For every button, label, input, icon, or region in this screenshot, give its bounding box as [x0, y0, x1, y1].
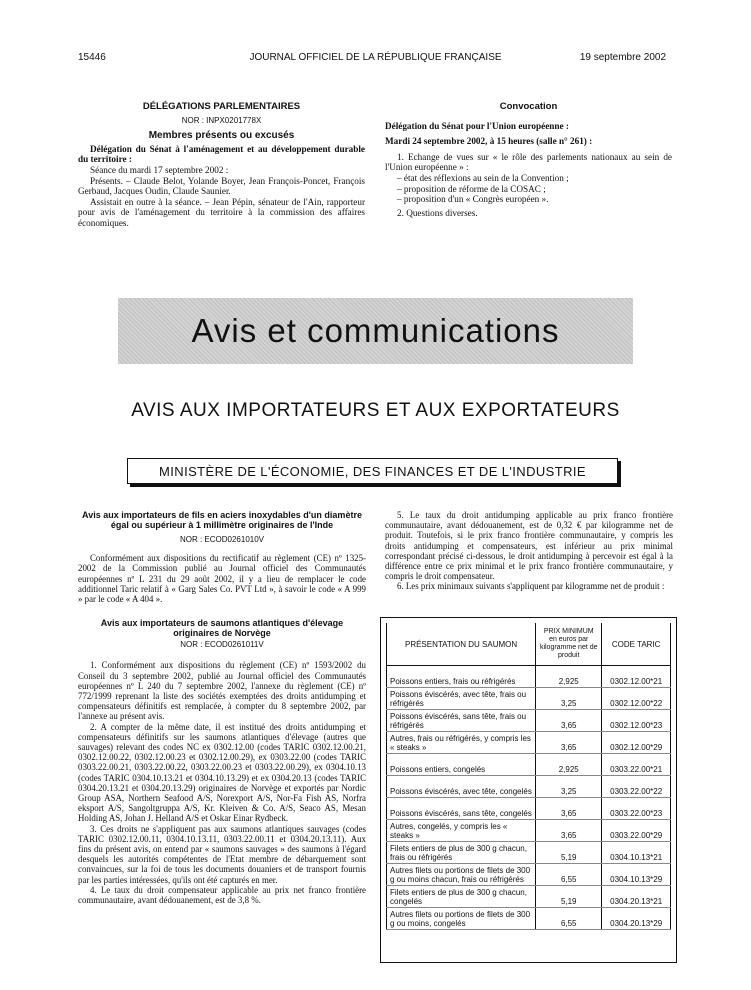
cell-presentation: Poissons entiers, congelés: [387, 754, 536, 776]
cell-code: 0303.22.00*22: [602, 776, 671, 798]
avis1-title: Avis aux importateurs de fils en aciers inoxydables d'un diamètre égal ou supérieur à 1 millimètre originaires de l'Inde: [82, 510, 362, 530]
avis1-body: Conformément aux dispositions du rectificatif au règlement (CE) nº 1325-2002 de la Commission publié au Journal officiel des Communautés européennes nº L 231 du 29 août 2002, il y a lieu de remplacer le code additionnel Taric relatif à « Garg Sales Co. PVT Ltd », à savoir le code « A 999 » par le code « A 404 ».: [78, 553, 366, 605]
section-title: AVIS AUX IMPORTATEURS ET AUX EXPORTATEURS: [131, 400, 620, 421]
presents-list: Présents. – Claude Belot, Yolande Boyer, Jean François-Poncet, François Gerbaud, Jacques Oudin, Claude Saunier.: [78, 175, 365, 197]
convocation-item: – état des réflexions au sein de la Convention ;: [397, 172, 569, 183]
cell-prix: 5,19: [536, 886, 602, 908]
table-row: [387, 666, 671, 688]
table-row: [387, 908, 671, 930]
para-5: 5. Le taux du droit antidumping applicable au prix franco frontière communautaire, avant dédouanement, est de 0,32 € par kilogramme net de produit. Toutefois, si le prix franco frontière communautaire, y compris les droits antidumping et compensateurs, est inférieur au prix minimal correspondant précisé ci-dessous, le droit antidumping à percevoir est égal à la différence entre ce prix minimal et le prix franco frontière communautaire, y compris le droit compensateur.: [385, 510, 673, 582]
banner-text: Avis et communications: [191, 312, 560, 349]
cell-prix: 3,65: [536, 732, 602, 754]
header-prix: PRIX MINIMUM en euros par kilogramme net de produit: [536, 623, 602, 666]
cell-presentation: Autres, frais ou réfrigérés, y compris les « steaks »: [387, 732, 536, 754]
table-row: [387, 798, 671, 820]
cell-code: 0304.20.13*21: [602, 886, 671, 908]
cell-prix: 6,55: [536, 864, 602, 886]
cell-code: 0304.10.13*29: [602, 864, 671, 886]
convocation-title: Convocation: [499, 101, 558, 112]
avis2-paragraph: 4. Le taux du droit compensateur applicable au prix net franco frontière communautaire, avant dédouanement, est de 3,8 %.: [78, 884, 366, 906]
convocation-item: – proposition d'un « Congrès européen ».: [397, 194, 549, 205]
section-banner: [118, 298, 633, 364]
convocation-item: 2. Questions diverses.: [397, 207, 478, 218]
convocation-section: [385, 102, 672, 218]
cell-code: 0302.12.00*23: [602, 710, 671, 732]
cell-presentation: Autres filets ou portions de filets de 300 g ou moins chacun, frais ou réfrigérés: [387, 864, 536, 886]
cell-code: 0303.22.00*21: [602, 754, 671, 776]
avis2-nor: NOR : ECOD0261011V: [180, 640, 264, 650]
table-row: [387, 754, 671, 776]
cell-presentation: Filets entiers de plus de 300 g chacun, frais ou réfrigérés: [387, 842, 536, 864]
cell-prix: 3,65: [536, 710, 602, 732]
cell-prix: 3,25: [536, 776, 602, 798]
cell-code: 0302.12.00*22: [602, 688, 671, 710]
cell-prix: 2,925: [536, 666, 602, 688]
table-row: [387, 688, 671, 710]
table-row: [387, 842, 671, 864]
delegations-section: [78, 102, 365, 229]
issue-date: 19 septembre 2002: [579, 52, 666, 63]
avis2-paragraph: 3. Ces droits ne s'appliquent pas aux saumons atlantiques sauvages (codes TARIC 0302.12.00.11, 0304.10.13.11, 0303.22.00.11 et 0304.20.13.11). Aux fins du présent avis, on entend par « saumons sauvages » des saumons à l'égard desquels les autorités compétentes de l'Etat membre de débarquement sont convaincues, sur la foi de tous les documents douaniers et de transport fournis par les parties intéressées, qu'ils ont été capturés en mer.: [78, 823, 366, 885]
table-row: [387, 710, 671, 732]
table-row: [387, 776, 671, 798]
convocation-item: – proposition de réforme de la COSAC ;: [397, 183, 546, 194]
delegations-subtitle: Membres présents ou excusés: [148, 130, 295, 142]
delegation-name: Délégation du Sénat à l'aménagement et au développement durable du territoire :: [78, 143, 365, 165]
table-row: [387, 732, 671, 754]
journal-title: JOURNAL OFFICIEL DE LA RÉPUBLIQUE FRANÇAISE: [249, 52, 502, 63]
table-row: [387, 886, 671, 908]
avis1-nor: NOR : ECOD0261010V: [179, 535, 265, 544]
cell-presentation: Autres, congelés, y compris les « steaks »: [387, 820, 536, 842]
cell-presentation: Poissons éviscérés, avec tête, frais ou réfrigérés: [387, 688, 536, 710]
cell-code: 0302.12.00*29: [602, 732, 671, 754]
table-row: [387, 864, 671, 886]
cell-prix: 2,925: [536, 754, 602, 776]
seance-date: Séance du mardi 17 septembre 2002 :: [90, 164, 229, 175]
header-presentation: PRÉSENTATION DU SAUMON: [387, 623, 536, 666]
left-column: [78, 510, 366, 905]
cell-code: 0303.22.00*23: [602, 798, 671, 820]
para-6: 6. Les prix minimaux suivants s'appliquent par kilogramme net de produit :: [397, 581, 665, 592]
avis2-title: Avis aux importateurs de saumons atlantiques d'élevage originaires de Norvège: [100, 618, 344, 639]
header-code: CODE TARIC: [602, 623, 671, 666]
cell-code: 0303.22.00*29: [602, 820, 671, 842]
cell-prix: 6,55: [536, 908, 602, 930]
ministry-name: MINISTÈRE DE L'ÉCONOMIE, DES FINANCES ET DE L'INDUSTRIE: [159, 463, 586, 479]
avis2-paragraph: 1. Conformément aux dispositions du règlement (CE) nº 1593/2002 du Conseil du 3 septembre 2002, publié au Journal officiel des Communautés européennes nº L 240 du 7 septembre 2002, l'annexe du règlement (CE) nº 772/1999 reprenant la liste des sociétés exemptées des droits antidumping et compensateurs définitifs est remplacée, à compter du 8 septembre 2002, par l'annexe au présent avis.: [78, 660, 366, 722]
delegations-title: DÉLÉGATIONS PARLEMENTAIRES: [142, 101, 301, 112]
cell-prix: 5,19: [536, 842, 602, 864]
cell-presentation: Poissons éviscérés, sans tête, congelés: [387, 798, 536, 820]
cell-presentation: Poissons éviscérés, sans tête, frais ou réfrigérés: [387, 710, 536, 732]
assistait-note: Assistait en outre à la séance. – Jean Pépin, sénateur de l'Ain, rapporteur pour avis de l'aménagement du territoire à la commission des affaires économiques.: [78, 196, 365, 228]
cell-prix: 3,65: [536, 820, 602, 842]
cell-presentation: Poissons entiers, frais ou réfrigérés: [387, 666, 536, 688]
cell-presentation: Filets entiers de plus de 300 g chacun, congelés: [387, 886, 536, 908]
right-column: [385, 510, 673, 592]
delegations-nor: NOR : INPX0201778X: [181, 115, 262, 125]
convocation-delegation: Délégation du Sénat pour l'Union européenne :: [385, 120, 569, 131]
cell-code: 0304.20.13*29: [602, 908, 671, 930]
ministry-box: [127, 458, 618, 484]
cell-code: 0304.10.13*21: [602, 842, 671, 864]
table-row: [387, 820, 671, 842]
convocation-item: 1. Echange de vues sur « le rôle des parlements nationaux au sein de l'Union européenne » :: [385, 151, 672, 173]
cell-prix: 3,65: [536, 798, 602, 820]
convocation-date: Mardi 24 septembre 2002, à 15 heures (salle n° 261) :: [385, 136, 593, 147]
page-number: 15446: [78, 52, 106, 63]
cell-prix: 3,25: [536, 688, 602, 710]
cell-presentation: Autres filets ou portions de filets de 300 g ou moins, congelés: [387, 908, 536, 930]
cell-presentation: Poissons éviscérés, avec tête, congelés: [387, 776, 536, 798]
price-table: [386, 623, 671, 930]
avis2-paragraph: 2. A compter de la même date, il est institué des droits antidumping et compensateurs définitifs sur les saumons atlantiques d'élevage (autres que sauvages) relevant des codes NC ex 0302.12.00 (codes TARIC 0302.12.00.21, 0302.12.00.22, 0302.12.00.23 et 0302.12.00.29), ex 0303.22.00 (codes TARIC 0303.22.00.21, 0303.22.00.22, 0303.22.00.23 et 0303.22.00.29), ex 0304.10.13 (codes TARIC 0304.10.13.21 et 0304.10.13.29) et ex 0304.20.13 (codes TARIC 0304.20.13.21 et 0304.20.13.29) originaires de Norvège et exportés par Nordic Group ASA, Northern Seafood A/S, Norexport A/S, Nor-Fa Fish AS, Norfra eksport A/S, Sangoltgruppa A/S, Kr. Kleiven & Co. A/S, Seaco AS, Mesan Holding AS, Johan J. Helland A/S et Oskar Einar Rydbeck.: [78, 721, 366, 824]
cell-code: 0302.12.00*21: [602, 666, 671, 688]
